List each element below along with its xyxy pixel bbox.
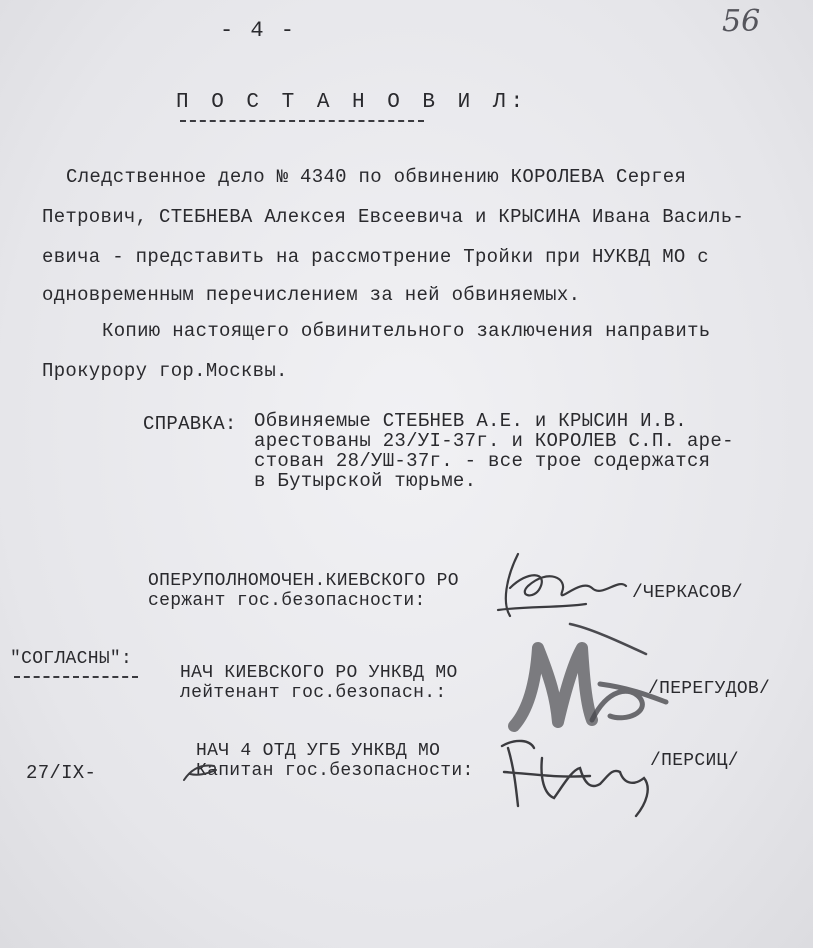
resolution-line-4: одновременным перечислением за ней обвиняемых. bbox=[42, 284, 581, 306]
resolution-line-5: Копию настоящего обвинительного заключения направить bbox=[102, 320, 711, 342]
resolution-line-1: Следственное дело № 4340 по обвинению КОРОЛЕВА Сергея bbox=[66, 166, 687, 188]
folio-number: 56 bbox=[722, 4, 761, 39]
page-number: - 4 - bbox=[220, 18, 297, 43]
heading-underline bbox=[180, 120, 424, 122]
signature-peregudov bbox=[500, 618, 670, 738]
agreed-underline bbox=[14, 676, 138, 678]
signatory-1-rank: сержант гос.безопасности: bbox=[148, 591, 426, 611]
date: 27/IX- bbox=[26, 762, 97, 784]
signature-cherkasov bbox=[488, 548, 638, 628]
signatory-3-name: /ПЕРСИЦ/ bbox=[650, 751, 739, 771]
signatory-2-name: /ПЕРЕГУДОВ/ bbox=[648, 679, 771, 699]
signatory-2-title: НАЧ КИЕВСКОГО РО УНКВД МО bbox=[180, 663, 458, 683]
spravka-line-3: стован 28/УШ-37г. - все трое содержатся bbox=[254, 450, 711, 472]
spravka-label: СПРАВКА: bbox=[143, 413, 237, 435]
spravka-line-2: арестованы 23/УI-37г. и КОРОЛЕВ С.П. аре- bbox=[254, 430, 734, 452]
resolution-line-3: евича - представить на рассмотрение Тройки при НУКВД МО с bbox=[42, 246, 710, 268]
resolution-line-6: Прокурору гор.Москвы. bbox=[42, 360, 288, 382]
signature-persits bbox=[494, 728, 674, 823]
pen-mark bbox=[180, 758, 220, 786]
signatory-1-name: /ЧЕРКАСОВ/ bbox=[632, 583, 744, 603]
spravka-line-4: в Бутырской тюрьме. bbox=[254, 470, 477, 492]
agreed-label: "СОГЛАСНЫ": bbox=[10, 649, 133, 669]
signatory-1-title: ОПЕРУПОЛНОМОЧЕН.КИЕВСКОГО РО bbox=[148, 571, 459, 591]
signatory-2-rank: лейтенант гос.безопасн.: bbox=[180, 683, 447, 703]
signatory-3-rank: Капитан гос.безопасности: bbox=[196, 761, 474, 781]
signatory-3-title: НАЧ 4 ОТД УГБ УНКВД МО bbox=[196, 741, 441, 761]
spravka-line-1: Обвиняемые СТЕБНЕВ А.Е. и КРЫСИН И.В. bbox=[254, 410, 687, 432]
heading: П О С Т А Н О В И Л: bbox=[176, 91, 529, 114]
resolution-line-2: Петрович, СТЕБНЕВА Алексея Евсеевича и КРЫСИНА Ивана Василь- bbox=[42, 206, 745, 228]
